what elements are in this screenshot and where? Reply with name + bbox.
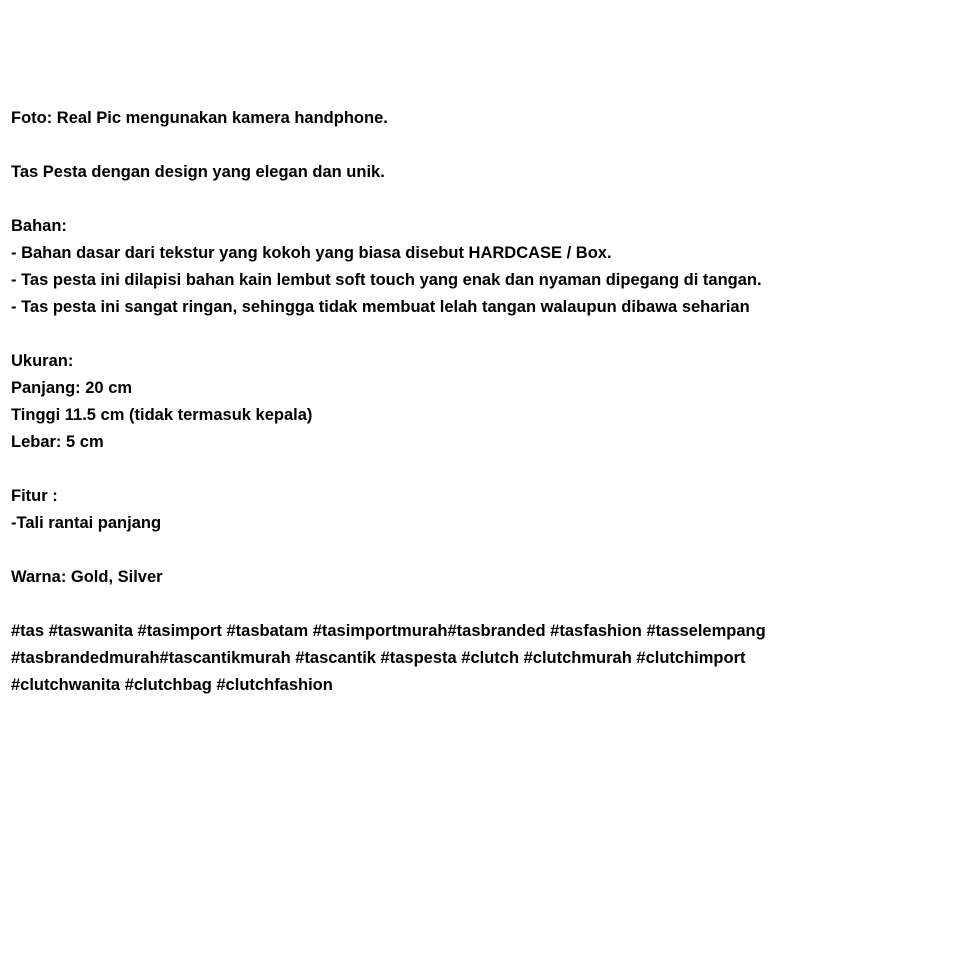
- features-line: -Tali rantai panjang: [11, 514, 162, 532]
- size-line: Tinggi 11.5 cm (tidak termasuk kepala): [11, 406, 313, 424]
- hashtags-line: #tasbrandedmurah#tascantikmurah #tascantik #taspesta #clutch #clutchmurah #clutchimport: [11, 649, 746, 667]
- section-material: [11, 213, 949, 321]
- hashtags-line: #clutchwanita #clutchbag #clutchfashion: [11, 676, 333, 694]
- material-line: - Bahan dasar dari tekstur yang kokoh yang biasa disebut HARDCASE / Box.: [11, 244, 612, 262]
- size-line: Panjang: 20 cm: [11, 379, 133, 397]
- size-line: Ukuran:: [11, 352, 74, 370]
- section-hashtags: [11, 618, 949, 699]
- section-features: [11, 483, 949, 537]
- features-line: Fitur :: [11, 487, 58, 505]
- material-line: Bahan:: [11, 217, 67, 235]
- section-intro: [11, 159, 949, 186]
- product-description: [11, 105, 949, 699]
- intro-line: Tas Pesta dengan design yang elegan dan unik.: [11, 163, 385, 181]
- photo-note-line: Foto: Real Pic mengunakan kamera handphone.: [11, 109, 388, 127]
- material-line: - Tas pesta ini sangat ringan, sehingga tidak membuat lelah tangan walaupun dibawa seharian: [11, 298, 750, 316]
- hashtags-line: #tas #taswanita #tasimport #tasbatam #tasimportmurah#tasbranded #tasfashion #tasselempang: [11, 622, 766, 640]
- section-size: [11, 348, 949, 456]
- colors-line: Warna: Gold, Silver: [11, 568, 163, 586]
- material-line: - Tas pesta ini dilapisi bahan kain lembut soft touch yang enak dan nyaman dipegang di tangan.: [11, 271, 762, 289]
- section-photo-note: [11, 105, 949, 132]
- section-colors: [11, 564, 949, 591]
- size-line: Lebar: 5 cm: [11, 433, 104, 451]
